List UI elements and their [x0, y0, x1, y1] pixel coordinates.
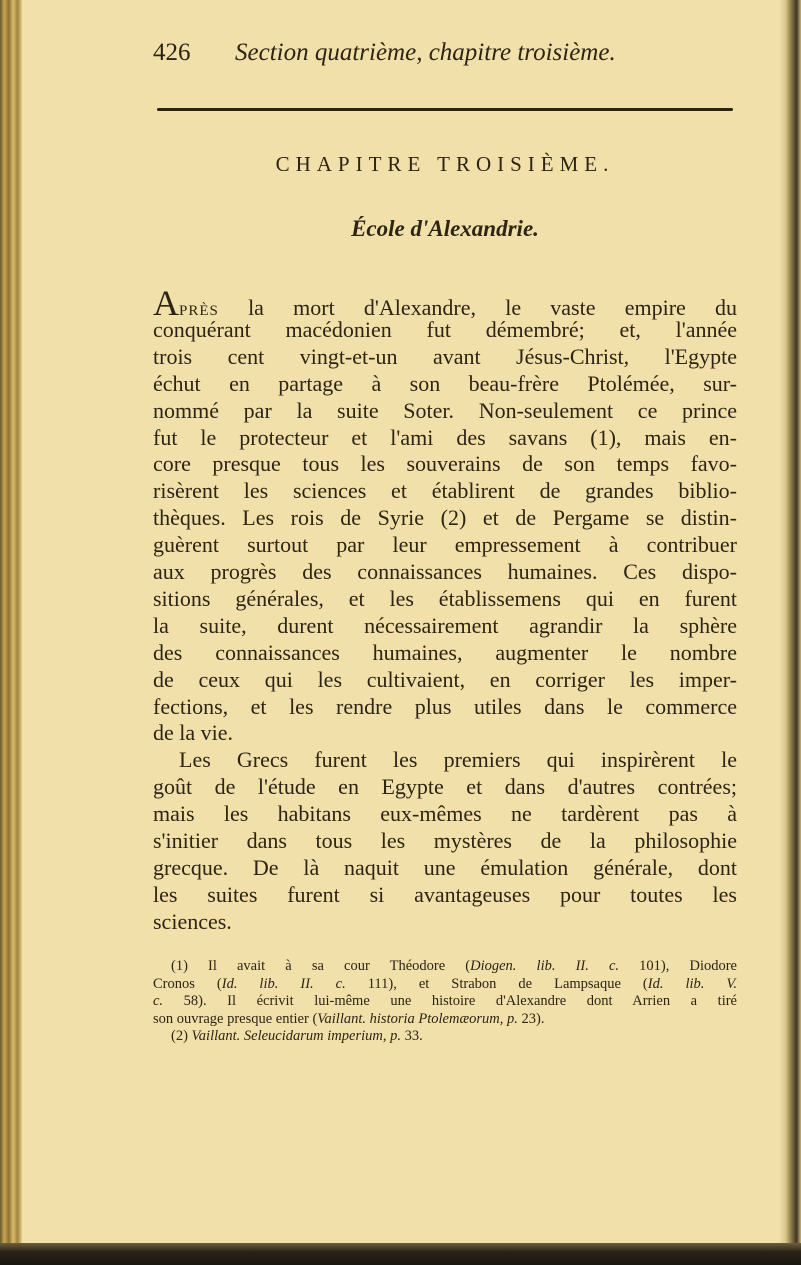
body-line: mais les habitans eux-mêmes ne tardèrent pas à: [153, 801, 737, 827]
footnote-citation: Vaillant. Seleucidarum imperium, p.: [191, 1028, 401, 1045]
body-line: fections, et les rendre plus utiles dans le commerce: [153, 693, 737, 719]
book-binding-edge: [0, 0, 22, 1265]
chapter-title: CHAPITRE TROISIÈME.: [275, 152, 615, 176]
footnote-citation: Id. lib. V.: [647, 975, 738, 992]
page-edge-right: [779, 0, 801, 1265]
body-line: [153, 283, 737, 323]
footnote-citation: Vaillant. historia Ptolemæorum, p.: [317, 1010, 518, 1027]
body-line: la suite, durent nécessairement agrandir la sphère: [153, 612, 737, 638]
body-line: aux progrès des connaissances humaines. Ces dispo-: [153, 559, 737, 584]
body-line: grecque. De là naquit une émulation générale, dont: [153, 854, 737, 880]
footnote-text: (1) Il avait à sa cour Théodore (: [171, 958, 471, 974]
footnote-text: 101), Diodore: [619, 958, 737, 974]
footnote-citation: Id. lib. II. c.: [221, 975, 346, 992]
footnote-citation: Diogen. lib. II. c.: [470, 958, 620, 974]
body-line: Les Grecs furent les premiers qui inspirèrent le: [179, 747, 737, 773]
scan-bottom-edge: [0, 1243, 801, 1265]
footnote-text: son ouvrage presque entier (: [153, 1010, 318, 1027]
footnote-text: 23).: [517, 1010, 545, 1027]
footnote-text: Cronos (: [153, 975, 222, 992]
section-title: École d'Alexandrie.: [351, 216, 539, 241]
body-line: sciences.: [153, 908, 232, 934]
running-title: Section quatrième, chapitre troisième.: [235, 39, 616, 66]
body-line: trois cent vingt-et-un avant Jésus-Christ, l'Egypte: [153, 343, 737, 369]
body-line: les suites furent si avantageuses pour toutes les: [153, 881, 737, 907]
body-line: des connaissances humaines, augmenter le nombre: [153, 639, 737, 665]
body-line: guèrent surtout par leur empressement à contribuer: [153, 532, 737, 558]
body-line: conquérant macédonien fut démembré; et, l'année: [153, 316, 737, 342]
body-line-text: la mort d'Alexandre, le vaste empire du: [218, 295, 737, 320]
small-caps-word: PRÈS: [179, 303, 219, 319]
body-line: de ceux qui les cultivaient, en corriger les imper-: [153, 666, 737, 692]
running-header: [153, 38, 753, 68]
footnote-line: [153, 976, 737, 993]
body-line: thèques. Les rois de Syrie (2) et de Pergame se distin-: [153, 505, 737, 531]
footnote-text: 33.: [400, 1028, 423, 1045]
footnote-line: [153, 1011, 737, 1028]
body-line: de la vie.: [153, 720, 234, 746]
body-line: échut en partage à son beau-frère Ptolémée, sur-: [153, 370, 737, 396]
footnote-line: [153, 993, 737, 1010]
body-line: sitions générales, et les établissemens qui en furent: [153, 585, 737, 611]
body-line: risèrent les sciences et établirent de grandes biblio-: [153, 478, 737, 504]
drop-cap: A: [153, 283, 179, 323]
footnote-line: [153, 1028, 737, 1045]
body-line: goût de l'étude en Egypte et dans d'autres contrées;: [153, 774, 737, 800]
footnote-line: [153, 958, 737, 975]
footnote-citation: c.: [153, 993, 164, 1010]
footnote-text: 58). Il écrivit lui-même une histoire d'Alexandre dont Arrien a tiré: [163, 993, 737, 1010]
footnote-text: 111), et Strabon de Lampsaque (: [345, 975, 648, 992]
body-line: fut le protecteur et l'ami des savans (1), mais en-: [153, 424, 737, 450]
footnote-text: (2): [171, 1028, 192, 1045]
body-line: core presque tous les souverains de son temps favo-: [153, 451, 737, 477]
header-rule: [157, 108, 733, 111]
body-line: nommé par la suite Soter. Non-seulement ce prince: [153, 397, 737, 423]
page-number: 426: [153, 39, 191, 66]
body-line: s'initier dans tous les mystères de la philosophie: [153, 828, 737, 853]
